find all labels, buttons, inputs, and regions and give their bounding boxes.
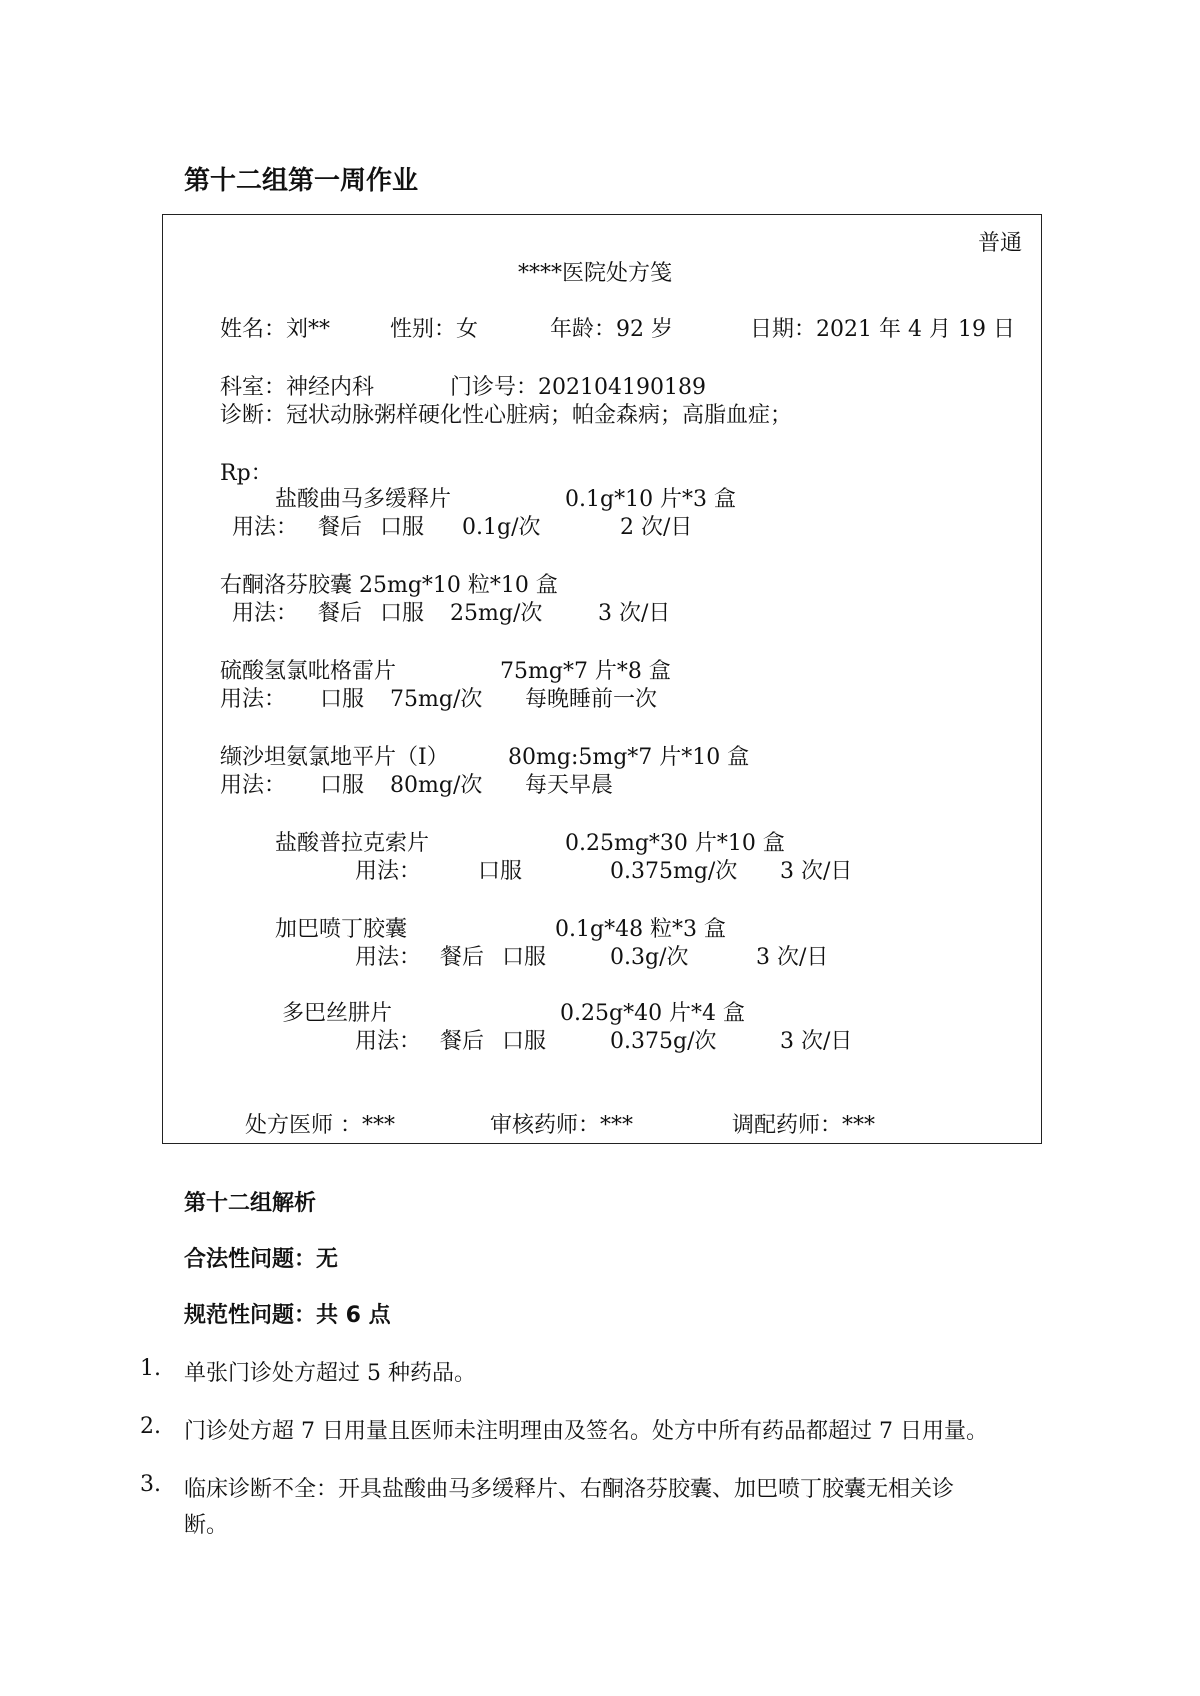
usage-label: 用法： xyxy=(220,773,287,798)
issue-text-continued: 断。 xyxy=(184,1513,229,1538)
normative-issues: 规范性问题：共 6 点 xyxy=(184,1303,391,1328)
usage-frequency: 2 次/日 xyxy=(620,515,693,540)
drug-spec: 75mg*7 片*8 盒 xyxy=(500,659,671,684)
usage-label: 用法： xyxy=(220,687,287,712)
usage-frequency: 3 次/日 xyxy=(598,601,671,626)
usage-frequency: 3 次/日 xyxy=(780,1029,853,1054)
usage-route: 口服 xyxy=(320,687,365,712)
dispensing-pharmacist-signature: 调配药师：*** xyxy=(732,1113,876,1138)
issue-text: 临床诊断不全：开具盐酸曲马多缓释片、右酮洛芬胶囊、加巴喷丁胶囊无相关诊 xyxy=(184,1477,955,1502)
usage-frequency: 3 次/日 xyxy=(756,945,829,970)
analysis-heading: 第十二组解析 xyxy=(184,1191,317,1216)
usage-label: 用法： xyxy=(355,945,422,970)
usage-dose: 75mg/次 xyxy=(390,687,483,712)
usage-label: 用法： xyxy=(355,859,422,884)
issue-text: 门诊处方超 7 日用量且医师未注明理由及签名。处方中所有药品都超过 7 日用量。 xyxy=(184,1419,988,1444)
usage-route: 口服 xyxy=(502,1029,547,1054)
drug-name: 硫酸氢氯吡格雷片 xyxy=(220,659,397,684)
drug-spec: 0.25mg*30 片*10 盒 xyxy=(565,831,785,856)
drug-spec: 0.1g*10 片*3 盒 xyxy=(565,487,737,512)
prescription-date: 日期：2021 年 4 月 19 日 xyxy=(750,317,1015,342)
legality-issues: 合法性问题：无 xyxy=(184,1247,339,1272)
patient-name: 姓名：刘** xyxy=(220,317,331,342)
outpatient-number: 门诊号：202104190189 xyxy=(450,375,706,400)
rp-label: Rp： xyxy=(220,461,273,486)
usage-frequency: 3 次/日 xyxy=(780,859,853,884)
hospital-title: ****医院处方笺 xyxy=(518,261,673,286)
patient-age: 年龄：92 岁 xyxy=(550,317,673,342)
drug-spec: 80mg:5mg*7 片*10 盒 xyxy=(508,745,750,770)
drug-name: 右酮洛芬胶囊 25mg*10 粒*10 盒 xyxy=(220,573,558,598)
usage-frequency: 每天早晨 xyxy=(525,773,614,798)
usage-dose: 0.1g/次 xyxy=(462,515,541,540)
usage-dose: 0.375g/次 xyxy=(610,1029,717,1054)
drug-spec: 0.1g*48 粒*3 盒 xyxy=(555,917,727,942)
issue-number: 3. xyxy=(140,1472,161,1497)
usage-route: 口服 xyxy=(380,515,425,540)
department: 科室：神经内科 xyxy=(220,375,375,400)
usage-route: 口服 xyxy=(478,859,523,884)
issue-number: 2. xyxy=(140,1414,161,1439)
usage-timing: 餐后 xyxy=(440,945,485,970)
usage-label: 用法： xyxy=(232,601,299,626)
reviewing-pharmacist-signature: 审核药师：*** xyxy=(490,1113,634,1138)
prescribing-doctor-signature: 处方医师 ：*** xyxy=(245,1113,395,1138)
usage-dose: 80mg/次 xyxy=(390,773,483,798)
usage-frequency: 每晚睡前一次 xyxy=(525,687,658,712)
diagnosis: 诊断：冠状动脉粥样硬化性心脏病；帕金森病；高脂血症； xyxy=(220,403,793,428)
usage-dose: 0.3g/次 xyxy=(610,945,689,970)
usage-label: 用法： xyxy=(355,1029,422,1054)
usage-timing: 餐后 xyxy=(318,515,363,540)
usage-route: 口服 xyxy=(320,773,365,798)
drug-spec: 0.25g*40 片*4 盒 xyxy=(560,1001,746,1026)
issue-number: 1. xyxy=(140,1356,161,1381)
page-title: 第十二组第一周作业 xyxy=(184,166,419,196)
drug-name: 缬沙坦氨氯地平片（I） xyxy=(220,745,449,770)
drug-name: 盐酸普拉克索片 xyxy=(275,831,430,856)
usage-label: 用法： xyxy=(232,515,299,540)
usage-route: 口服 xyxy=(502,945,547,970)
drug-name: 盐酸曲马多缓释片 xyxy=(275,487,452,512)
prescription-type-tag: 普通 xyxy=(978,231,1023,256)
usage-timing: 餐后 xyxy=(318,601,363,626)
usage-timing: 餐后 xyxy=(440,1029,485,1054)
drug-name: 多巴丝肼片 xyxy=(282,1001,393,1026)
usage-dose: 0.375mg/次 xyxy=(610,859,738,884)
usage-dose: 25mg/次 xyxy=(450,601,543,626)
patient-gender: 性别：女 xyxy=(390,317,479,342)
issue-text: 单张门诊处方超过 5 种药品。 xyxy=(184,1361,476,1386)
usage-route: 口服 xyxy=(380,601,425,626)
drug-name: 加巴喷丁胶囊 xyxy=(275,917,408,942)
